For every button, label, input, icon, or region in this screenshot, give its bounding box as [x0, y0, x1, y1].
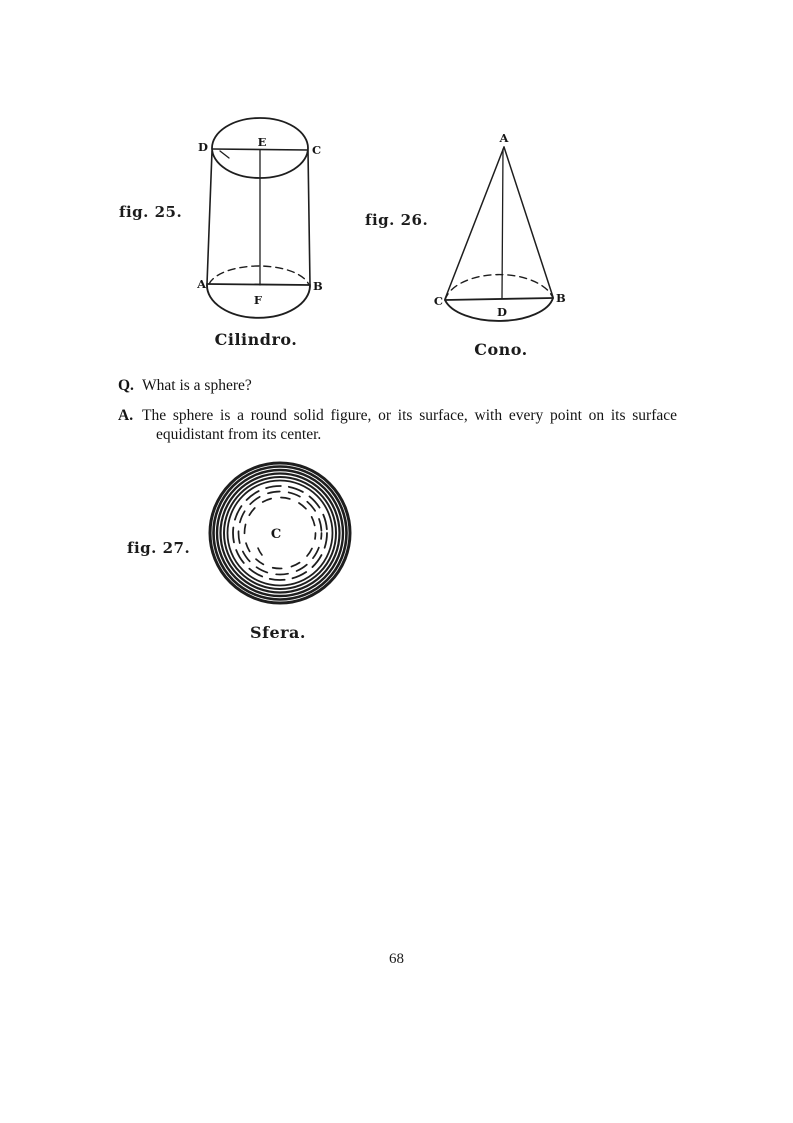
fig27-label: fig. 27. — [127, 539, 191, 557]
question-text: What is a sphere? — [142, 377, 252, 394]
answer-text-line1: The sphere is a round solid figure, or its surface, with every point on its surface — [142, 407, 677, 424]
sphere-center-label: C — [270, 527, 282, 542]
cylinder-left-side — [207, 151, 212, 284]
cylinder-point-A: A — [197, 277, 206, 291]
cylinder-point-F: F — [253, 293, 263, 307]
cone-right-slant — [504, 147, 553, 297]
cylinder-point-B: B — [313, 279, 323, 293]
cone-point-D: D — [497, 305, 507, 319]
cone-base-back-arc — [445, 275, 553, 300]
cylinder-point-D: D — [198, 140, 208, 154]
cylinder-figure — [195, 112, 327, 358]
page-number: 68 — [389, 951, 404, 967]
answer-label: A. — [118, 407, 134, 424]
cone-point-B: B — [556, 291, 566, 305]
fig25-caption: Cilindro. — [214, 330, 298, 349]
cylinder-top-tick — [220, 151, 229, 158]
cone-axis-line — [502, 149, 503, 298]
answer-text-line2: equidistant from its center. — [156, 426, 322, 443]
cone-left-slant — [445, 147, 504, 299]
cone-point-A: A — [499, 131, 509, 145]
fig26-label: fig. 26. — [365, 211, 429, 229]
fig26-caption: Cono. — [474, 340, 528, 359]
sphere-figure — [205, 458, 355, 610]
question-label: Q. — [118, 377, 134, 394]
cylinder-bottom-back-arc — [209, 266, 309, 285]
cylinder-point-C: C — [312, 143, 322, 157]
cylinder-right-side — [308, 151, 310, 285]
fig25-label: fig. 25. — [119, 203, 183, 221]
cylinder-bottom-line — [207, 284, 310, 285]
sphere-inner-dash — [256, 540, 262, 555]
cone-figure — [428, 128, 572, 362]
cone-base-line — [445, 298, 553, 300]
fig27-caption: Sfera. — [250, 623, 306, 642]
cylinder-point-E: E — [257, 135, 267, 149]
cone-point-C: C — [433, 294, 443, 308]
